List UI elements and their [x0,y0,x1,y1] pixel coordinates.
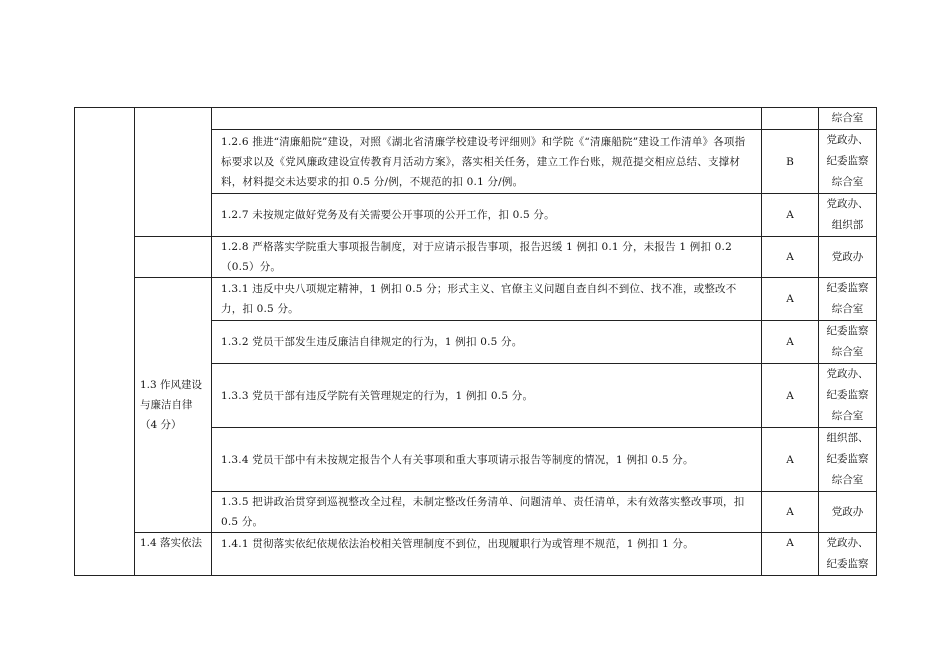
content-cell: 1.4.1 贯彻落实依纪依规依法治校相关管理制度不到位，出现履职行为或管理不规范，1 例扣 1 分。 [212,533,762,576]
dept-text: 纪委监察 综合室 [826,282,869,315]
table-row [75,108,877,130]
grade-cell: A [762,321,819,364]
section-1-4-label: 1.4 落实依法 [140,537,203,549]
content-cell: 1.2.8 严格落实学院重大事项报告制度，对于应请示报告事项，报告迟缓 1 例扣 0.1 分，未报告 1 例扣 0.2（0.5）分。 [212,237,762,278]
dept-text: 党政办 [831,250,864,263]
content-cell [212,108,762,130]
dept-cell [819,237,877,278]
dept-cell [819,130,877,194]
section-1-3-cell [135,278,212,533]
content-cell: 1.3.5 把讲政治贯穿到巡视整改全过程，未制定整改任务清单、问题清单、责任清单，未有效落实整改事项，扣 0.5 分。 [212,492,762,533]
content-cell: 1.2.6 推进“清廉船院”建设，对照《湖北省清廉学校建设考评细则》和学院《“清廉船院”建设工作清单》各项指标要求以及《党风廉政建设宣传教育月活动方案》，落实相关任务，建立工作台账，规范提交相应总结、支撑材料，材料提交未达要求的扣 0.5 分/例，不规范的扣 0.1 分/例。 [212,130,762,194]
dept-cell [819,194,877,237]
table-row [75,533,877,576]
level1-cell [75,108,135,576]
content-cell: 1.3.1 违反中央八项规定精神，1 例扣 0.5 分；形式主义、官僚主义问题自查自纠不到位、找不准，或整改不力，扣 0.5 分。 [212,278,762,321]
table-row [75,278,877,321]
dept-text: 组织部、 纪委监察 综合室 [826,432,869,486]
dept-text: 党政办 [831,505,864,518]
dept-cell [819,533,877,576]
dept-text: 党政办、 纪委监察 综合室 [826,134,869,188]
level2-cell [135,108,212,237]
dept-cell [819,321,877,364]
grade-cell: A [762,428,819,492]
grade-cell: A [762,492,819,533]
grade-cell: A [762,364,819,428]
dept-text: 党政办、 组织部 [826,198,869,231]
dept-cell [819,278,877,321]
grade-cell [762,108,819,130]
grade-cell: A [762,237,819,278]
grade-cell: A [762,194,819,237]
grade-cell: A [762,533,819,576]
dept-cell [819,108,877,130]
assessment-table [74,107,877,576]
table-row [75,237,877,278]
content-cell: 1.3.4 党员干部中有未按规定报告个人有关事项和重大事项请示报告等制度的情况，1 例扣 0.5 分。 [212,428,762,492]
content-cell: 1.3.3 党员干部有违反学院有关管理规定的行为，1 例扣 0.5 分。 [212,364,762,428]
dept-text: 纪委监察 综合室 [826,325,869,358]
level2-cell [135,237,212,278]
dept-text: 党政办、 纪委监察 [826,537,869,570]
section-1-3-label: 1.3 作风建设 与廉洁自律 （4 分） [140,379,203,431]
dept-cell [819,492,877,533]
grade-cell: A [762,278,819,321]
section-1-4-cell [135,533,212,576]
dept-cell [819,364,877,428]
dept-text: 综合室 [831,112,864,124]
dept-text: 党政办、 纪委监察 综合室 [826,368,869,422]
dept-cell [819,428,877,492]
grade-cell: B [762,130,819,194]
content-cell: 1.3.2 党员干部发生违反廉洁自律规定的行为，1 例扣 0.5 分。 [212,321,762,364]
content-cell: 1.2.7 未按规定做好党务及有关需要公开事项的公开工作，扣 0.5 分。 [212,194,762,237]
